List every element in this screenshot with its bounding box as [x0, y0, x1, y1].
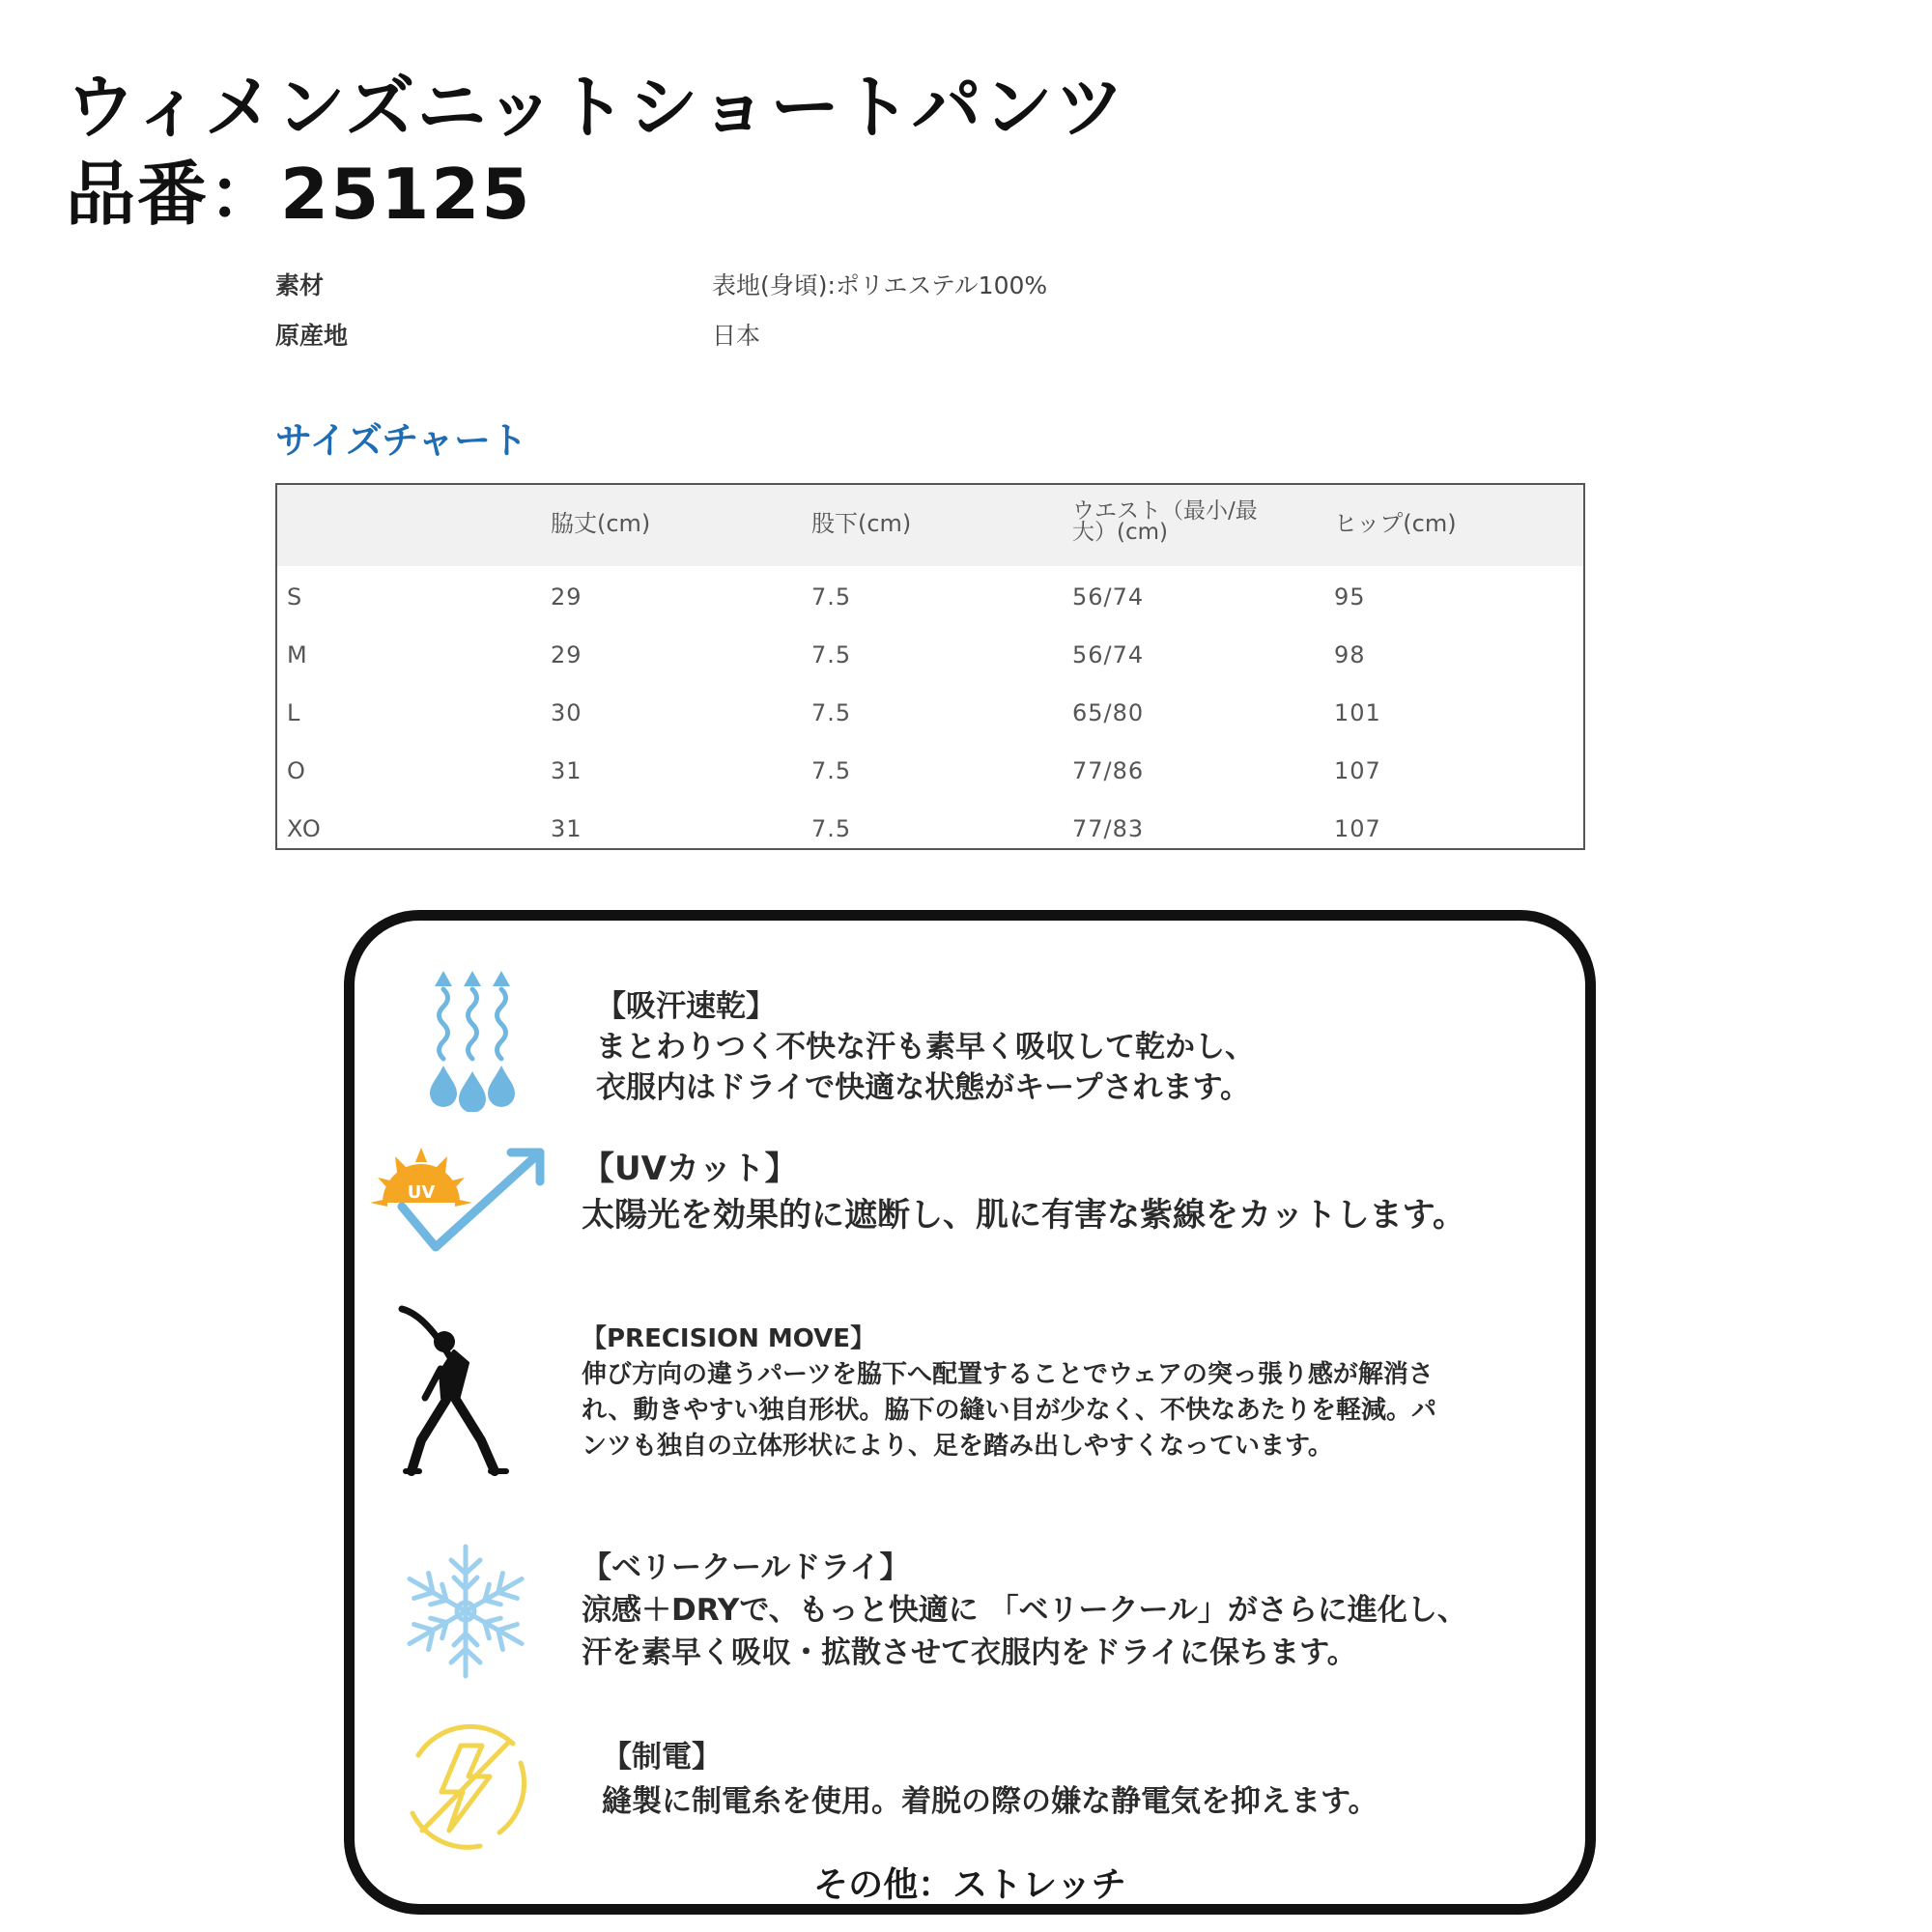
- header-cell: 股下(cm): [811, 510, 912, 537]
- table-cell: 7.5: [811, 583, 852, 611]
- table-cell: 7.5: [811, 757, 852, 784]
- header-cell: ヒップ(cm): [1334, 510, 1457, 537]
- feature-title: 【PRECISION MOVE】: [582, 1324, 876, 1353]
- table-row: [277, 566, 1583, 624]
- feature-anti-static: [602, 1735, 1378, 1824]
- uv-icon-label: UV: [407, 1182, 436, 1203]
- product-number: 品番：25125: [66, 154, 532, 235]
- uv-sun-icon: [368, 1143, 561, 1259]
- table-cell: 7.5: [811, 815, 852, 842]
- feature-title: 【UVカット】: [582, 1150, 798, 1188]
- table-cell: 65/80: [1072, 699, 1145, 726]
- title-block: [66, 64, 1126, 238]
- size-chart-heading: サイズチャート: [275, 419, 528, 462]
- spec-row-material: [275, 267, 1628, 317]
- stretching-figure-icon: [398, 1305, 514, 1479]
- feature-text-line: ンツも独自の立体形状により、足を踏み出しやすくなっています。: [582, 1432, 1333, 1461]
- feature-precision-move: [582, 1321, 1436, 1464]
- table-cell: M: [287, 641, 308, 668]
- feature-title: 【ベリークールドライ】: [582, 1550, 910, 1585]
- feature-text-line: 縫製に制電糸を使用。着脱の際の嫌な静電気を抑えます。: [602, 1784, 1378, 1819]
- table-row: [277, 682, 1583, 740]
- table-cell: L: [287, 699, 301, 726]
- spec-value: 日本: [712, 322, 761, 350]
- features-panel: [344, 910, 1596, 1915]
- table-cell: 98: [1334, 641, 1366, 668]
- table-cell: O: [287, 757, 306, 784]
- feature-text-line: 太陽光を効果的に遮断し、肌に有害な紫線をカットします。: [582, 1196, 1465, 1235]
- feature-uv-cut: [582, 1146, 1465, 1238]
- spec-list: [275, 267, 1628, 367]
- feature-very-cool-dry: [582, 1547, 1467, 1674]
- table-cell: 7.5: [811, 641, 852, 668]
- feature-text-line: 汗を素早く吸収・拡散させて衣服内をドライに保ちます。: [582, 1635, 1357, 1670]
- feature-title: 【制電】: [602, 1740, 722, 1775]
- spec-label: 素材: [275, 271, 325, 299]
- table-row: [277, 798, 1583, 856]
- sweat-drops-icon: [422, 967, 528, 1112]
- table-cell: 56/74: [1072, 583, 1145, 611]
- table-cell: 7.5: [811, 699, 852, 726]
- feature-text-line: れ、動きやすい独自形状。脇下の縫い目が少なく、不快なあたりを軽減。パ: [582, 1396, 1437, 1425]
- table-cell: 107: [1334, 815, 1381, 842]
- table-cell: 29: [551, 641, 582, 668]
- table-row: [277, 624, 1583, 682]
- no-static-icon: [393, 1713, 538, 1858]
- feature-text-line: 涼感＋DRYで、もっと快適に 「ベリークール」がさらに進化し、: [582, 1593, 1467, 1628]
- table-row: [277, 740, 1583, 798]
- spec-value: 表地(身頃):ポリエステル100%: [712, 271, 1048, 299]
- feature-text-line: 伸び方向の違うパーツを脇下へ配置することでウェアの突っ張り感が解消さ: [582, 1360, 1434, 1389]
- table-cell: 95: [1334, 583, 1366, 611]
- table-cell: XO: [287, 815, 322, 842]
- table-header-row: [277, 485, 1583, 566]
- product-title: ウィメンズニットショートパンツ: [66, 67, 1126, 148]
- header-cell: ウエスト（最小/最大）(cm): [1072, 498, 1258, 545]
- table-cell: 107: [1334, 757, 1381, 784]
- table-cell: 29: [551, 583, 582, 611]
- other-features: その他：ストレッチ: [813, 1865, 1126, 1905]
- table-cell: 77/86: [1072, 757, 1145, 784]
- feature-text-line: まとわりつく不快な汗も素早く吸収して乾かし、: [596, 1030, 1255, 1065]
- spec-label: 原産地: [275, 322, 349, 350]
- feature-text-line: 衣服内はドライで快適な状態がキープされます。: [596, 1070, 1251, 1105]
- table-cell: 30: [551, 699, 582, 726]
- table-cell: 31: [551, 815, 582, 842]
- feature-title: 【吸汗速乾】: [596, 989, 776, 1024]
- table-cell: 31: [551, 757, 582, 784]
- snowflake-icon: [393, 1539, 538, 1684]
- table-cell: 77/83: [1072, 815, 1145, 842]
- table-cell: 56/74: [1072, 641, 1145, 668]
- header-cell: 脇丈(cm): [551, 510, 651, 537]
- spec-row-origin: [275, 317, 1628, 367]
- size-chart-table: [275, 483, 1585, 850]
- feature-quick-dry: [596, 986, 1255, 1108]
- table-cell: S: [287, 583, 303, 611]
- table-cell: 101: [1334, 699, 1381, 726]
